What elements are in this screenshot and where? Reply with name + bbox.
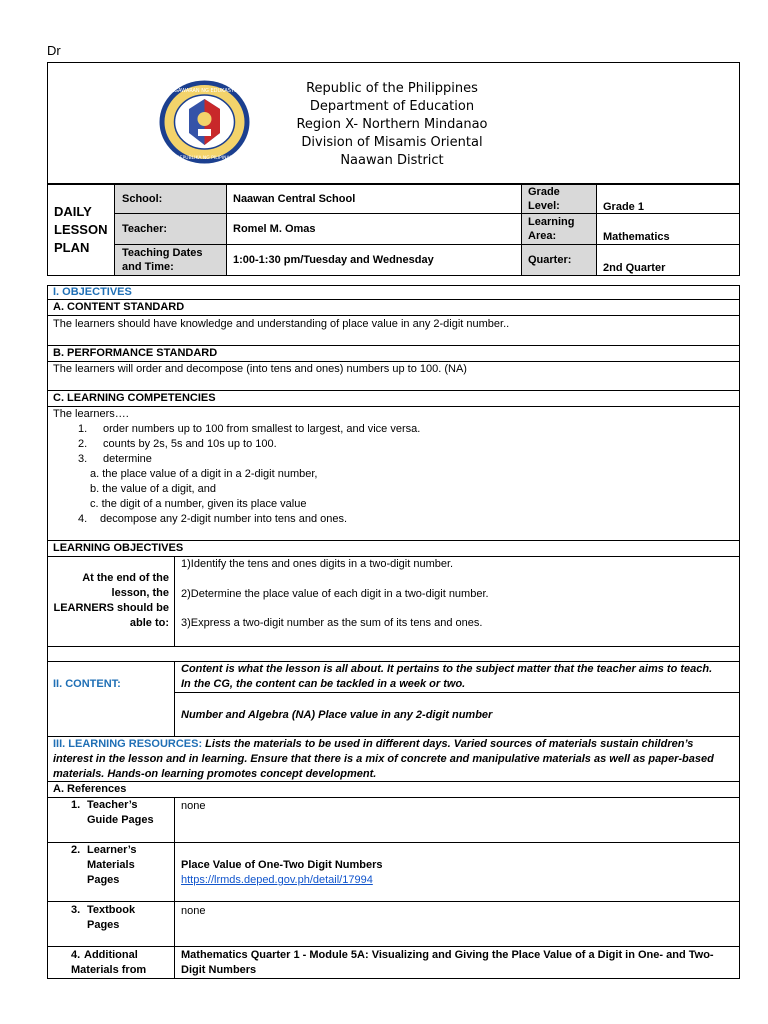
quarter-label: Quarter: [528, 254, 572, 266]
svg-text:REPUBLIKA NG PILIPINAS: REPUBLIKA NG PILIPINAS [176, 156, 233, 161]
ref-teachers-guide-value: none [181, 800, 206, 812]
daily-lesson-plan-title: DAILY LESSON PLAN [54, 204, 108, 255]
resources-label: III. LEARNING RESOURCES: [53, 738, 203, 750]
area-label: Learning Area: [528, 216, 575, 242]
competency-item: 1. order numbers up to 100 from smallest to largest, and vice versa. [78, 423, 421, 435]
competency-item: 2. counts by 2s, 5s and 10s up to 100. [78, 438, 277, 450]
competencies-label: C. LEARNING COMPETENCIES [53, 392, 216, 404]
lrmds-link[interactable]: https://lrmds.deped.gov.ph/detail/17994 [181, 874, 373, 886]
ref-textbook-value: none [181, 905, 206, 917]
performance-standard-label: B. PERFORMANCE STANDARD [53, 347, 218, 359]
header-line-department: Department of Education [309, 99, 475, 114]
dates-label: Teaching Dates and Time: [122, 247, 203, 273]
references-label: A. References [53, 783, 127, 795]
competency-subitem: b. the value of a digit, and [90, 483, 216, 495]
performance-standard-text: The learners will order and decompose (into tens and ones) numbers up to 100. (NA) [53, 363, 467, 375]
quarter-value: 2nd Quarter [603, 262, 666, 274]
ref-learners-materials-label: 2. Learner’s Materials Pages [71, 844, 137, 886]
competencies-list [53, 407, 733, 527]
area-value: Mathematics [603, 231, 670, 243]
corner-text: Dr [47, 43, 61, 58]
header-lines [262, 80, 522, 170]
school-label: School: [122, 193, 163, 205]
header-line-republic: Republic of the Philippines [306, 81, 478, 96]
deped-seal [158, 79, 251, 165]
objectives-heading: I. OBJECTIVES [53, 286, 132, 298]
content-standard-text: The learners should have knowledge and understanding of place value in any 2-digit number.. [53, 318, 510, 330]
ref-additional-materials-label: 4. Additional Materials from [71, 949, 147, 976]
learners-label: At the end of the lesson, the LEARNERS should be able to: [53, 572, 169, 629]
teacher-value: Romel M. Omas [233, 223, 316, 235]
competencies-intro: The learners…. [53, 408, 129, 420]
teacher-label: Teacher: [122, 223, 168, 235]
ref-learners-materials-value: Place Value of One-Two Digit Numbers [181, 859, 383, 871]
header-line-district: Naawan District [340, 153, 444, 168]
ref-additional-materials-value: Mathematics Quarter 1 - Module 5A: Visualizing and Giving the Place Value of a Digit in One- and Two- Digit Numbers [181, 949, 714, 976]
learning-objective-3: 3)Express a two-digit number as the sum of its tens and ones. [181, 617, 483, 629]
content-standard-label: A. CONTENT STANDARD [53, 301, 185, 313]
header-line-division: Division of Misamis Oriental [301, 135, 483, 150]
content-label: II. CONTENT: [53, 678, 121, 690]
competency-item: 3. determine [78, 453, 152, 465]
grade-value: Grade 1 [603, 201, 644, 213]
content-topic: Number and Algebra (NA) Place value in any 2-digit number [181, 709, 493, 721]
svg-text:KAGAWARAN NG EDUKASYON: KAGAWARAN NG EDUKASYON [167, 88, 242, 94]
competency-subitem: a. the place value of a digit in a 2-digit number, [90, 468, 318, 480]
learning-objectives-label: LEARNING OBJECTIVES [53, 542, 184, 554]
learning-objective-1: 1)Identify the tens and ones digits in a two-digit number. [181, 558, 454, 570]
learning-objective-2: 2)Determine the place value of each digit in a two-digit number. [181, 588, 489, 600]
content-description: Content is what the lesson is all about. It pertains to the subject matter that the teacher aims to teach. In the CG, the content can be tackled in a week or two. [181, 663, 713, 690]
competency-subitem: c. the digit of a number, given its place value [90, 498, 307, 510]
resources-intro: III. LEARNING RESOURCES: Lists the materials to be used in different days. Varied sources of materials sustain children’s interest in the lesson and in learning. Ensure that there is a mix of concrete and manipulative materials as well as paper-based materials. Hands-on learning promotes concept development. [53, 738, 714, 780]
ref-textbook-label: 3. Textbook Pages [71, 904, 136, 931]
school-value: Naawan Central School [233, 193, 356, 205]
dates-value: 1:00-1:30 pm/Tuesday and Wednesday [233, 254, 434, 266]
header-line-region: Region X- Northern Mindanao [296, 117, 488, 132]
competency-item: 4. decompose any 2-digit number into tens and ones. [78, 513, 348, 525]
ref-teachers-guide-label: 1. Teacher’s Guide Pages [71, 799, 154, 826]
grade-label: Grade Level: [528, 186, 560, 212]
